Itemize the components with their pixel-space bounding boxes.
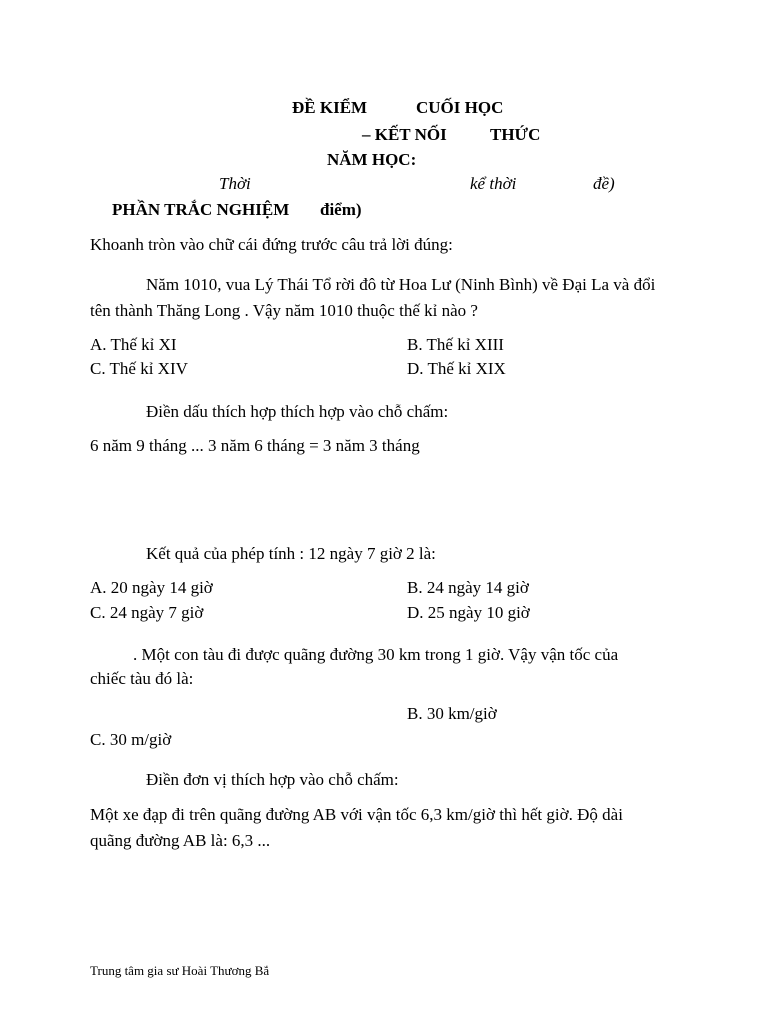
q2-prompt: Điền dấu thích hợp thích hợp vào chỗ chấm: [146,402,449,421]
section-heading-part1: PHẦN TRẮC NGHIỆM [112,200,290,219]
q4-line1: . Một con tàu đi được quãng đường 30 km trong 1 giờ. Vậy vận tốc của [133,645,619,664]
q5-line2: quãng đường AB là: 6,3 ... [90,831,271,850]
q4-line2: chiếc tàu đó là: [90,669,194,688]
time-word1: Thời [219,174,251,193]
q1-option-a: A. Thế kỉ XI [90,335,177,354]
q5-line1: Một xe đạp đi trên quãng đường AB với vận tốc 6,3 km/giờ thì hết giờ. Độ dài [90,805,623,824]
subtitle-part2: THỨC [490,125,541,144]
q4-option-b: B. 30 km/giờ [407,704,497,723]
time-word2: kể thời [470,174,517,193]
q5-prompt: Điền đơn vị thích hợp vào chỗ chấm: [146,770,399,789]
footer-text: Trung tâm gia sư Hoài Thương Bắ [90,963,270,978]
q1-option-b: B. Thế kỉ XIII [407,335,504,354]
q3-option-c: C. 24 ngày 7 giờ [90,603,204,622]
title-part1: ĐỀ KIỂM [292,98,368,117]
q4-option-c: C. 30 m/giờ [90,730,172,749]
q1-option-d: D. Thế kỉ XIX [407,359,506,378]
q3-option-a: A. 20 ngày 14 giờ [90,578,213,597]
instruction: Khoanh tròn vào chữ cái đứng trước câu trả lời đúng: [90,235,453,254]
q3-prompt: Kết quả của phép tính : 12 ngày 7 giờ 2 là: [146,544,436,563]
q3-option-d: D. 25 ngày 10 giờ [407,603,530,622]
q1-option-c: C. Thế kỉ XIV [90,359,188,378]
subtitle-part1: – KẾT NỐI [362,125,447,144]
q1-line1: Năm 1010, vua Lý Thái Tổ rời đô từ Hoa Lư (Ninh Bình) về Đại La và đổi [146,275,656,294]
q3-option-b: B. 24 ngày 14 giờ [407,578,529,597]
school-year: NĂM HỌC: [327,150,417,169]
time-word3: đề) [593,174,615,193]
q2-expression: 6 năm 9 tháng ... 3 năm 6 tháng = 3 năm 3 tháng [90,436,420,455]
section-heading-part2: điểm) [320,200,362,219]
title-part2: CUỐI HỌC [416,98,504,117]
q1-line2: tên thành Thăng Long . Vậy năm 1010 thuộc thế kỉ nào ? [90,301,478,320]
